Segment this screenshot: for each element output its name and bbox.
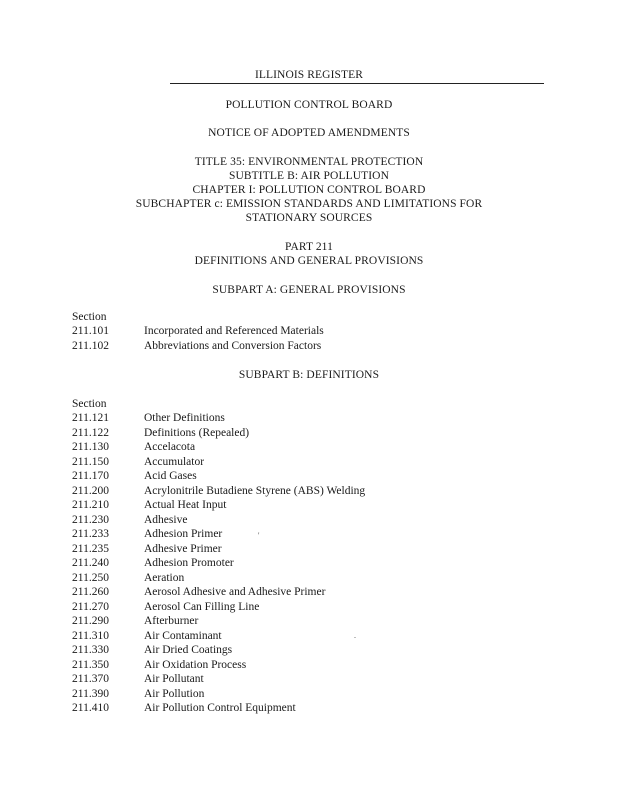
header-rule [170,83,544,84]
chapter-line: CHAPTER I: POLLUTION CONTROL BOARD [192,184,426,196]
section-number: 211.290 [72,615,109,627]
section-title: Incorporated and Referenced Materials [144,325,324,337]
register-header: ILLINOIS REGISTER [254,69,364,81]
subchapter-line-1: SUBCHAPTER c: EMISSION STANDARDS AND LIMITATIONS FOR [135,198,483,210]
section-title: Adhesion Promoter [144,557,234,569]
section-number: 211.240 [72,557,109,569]
section-number: 211.102 [72,339,109,352]
section-title: Aerosol Adhesive and Adhesive Primer [144,586,326,598]
section-number: 211.170 [72,470,109,482]
subchapter-line-2: STATIONARY SOURCES [245,212,373,224]
section-title: Acrylonitrile Butadiene Styrene (ABS) Welding [144,484,366,497]
section-number: 211.410 [72,702,109,714]
section-title: Adhesive Primer [144,542,222,555]
section-title: Air Dried Coatings [144,644,233,656]
scan-mark: . [354,631,356,640]
section-number: 211.101 [72,325,109,337]
section-number: 211.260 [72,586,109,598]
section-title: Adhesive [144,513,188,526]
section-title: Aeration [144,571,185,584]
section-title: Air Contaminant [144,629,222,642]
section-label-a: Section [72,311,107,323]
section-title: Other Definitions [144,412,225,424]
section-number: 211.230 [72,513,109,526]
section-number: 211.310 [72,629,109,642]
subpart-b-heading: SUBPART B: DEFINITIONS [238,369,380,381]
section-number: 211.122 [72,426,109,439]
section-title: Adhesion Primer [144,528,223,540]
section-number: 211.210 [72,499,109,511]
section-number: 211.270 [72,600,109,613]
section-title: Air Pollution Control Equipment [144,702,296,714]
section-title: Air Pollutant [144,673,204,685]
section-number: 211.390 [72,687,109,700]
section-label-b: Section [72,398,107,410]
section-title: Air Oxidation Process [144,658,247,671]
section-number: 211.250 [72,571,109,584]
section-number: 211.121 [72,412,109,424]
section-title: Acid Gases [144,470,197,482]
section-number: 211.150 [72,455,109,468]
section-number: 211.370 [72,673,109,685]
section-title: Accumulator [144,455,205,468]
title-line: TITLE 35: ENVIRONMENTAL PROTECTION [194,156,424,168]
section-number: 211.200 [72,484,109,497]
section-number: 211.330 [72,644,109,656]
section-title: Aerosol Can Filling Line [144,600,260,613]
section-number: 211.235 [72,542,109,555]
section-title: Definitions (Repealed) [144,426,250,439]
scan-mark: ' [258,531,260,540]
notice-heading: NOTICE OF ADOPTED AMENDMENTS [208,127,410,139]
part-number: PART 211 [285,241,333,253]
section-number: 211.233 [72,528,109,540]
section-title: Accelacota [144,441,196,453]
section-title: Abbreviations and Conversion Factors [144,339,322,352]
agency-name: POLLUTION CONTROL BOARD [225,99,393,111]
subpart-a-heading: SUBPART A: GENERAL PROVISIONS [212,284,406,296]
section-title: Air Pollution [144,687,205,700]
section-title: Actual Heat Input [144,499,227,511]
part-name: DEFINITIONS AND GENERAL PROVISIONS [194,255,424,267]
section-number: 211.130 [72,441,109,453]
section-number: 211.350 [72,658,109,671]
section-title: Afterburner [144,615,199,627]
subtitle-line: SUBTITLE B: AIR POLLUTION [229,170,389,182]
